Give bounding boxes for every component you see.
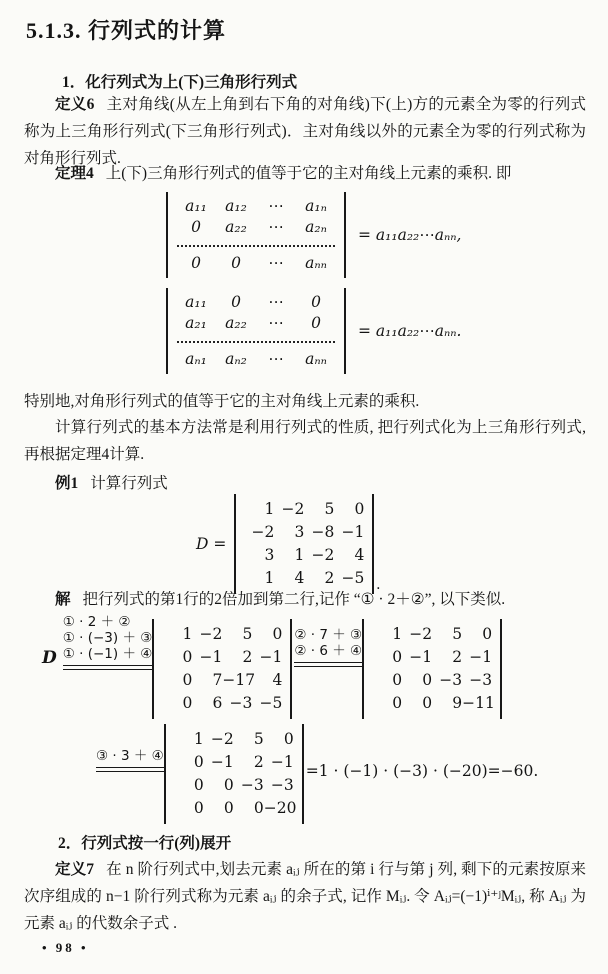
matrix-cell: a₂₂	[225, 314, 247, 332]
matrix-cell: 0	[283, 730, 294, 748]
lower-triangular-formula	[166, 288, 461, 374]
matrix-row	[162, 669, 282, 692]
matrix-row	[372, 669, 492, 692]
step-1-determinant	[152, 619, 292, 719]
solution-paragraph	[24, 586, 586, 613]
matrix-cell: −11	[462, 694, 495, 712]
row-op: ① · (−3) ＋ ③	[62, 630, 153, 646]
matrix-cell: 0	[311, 314, 321, 332]
determinant-body	[166, 192, 346, 278]
matrix-cell: 0	[272, 625, 283, 643]
matrix-cell: −5	[259, 694, 283, 712]
matrix-row	[372, 646, 492, 669]
matrix-cell: −1	[409, 648, 433, 666]
subsection-2-heading: 2．行列式按一行(列)展开	[58, 835, 232, 852]
matrix-row	[174, 797, 297, 820]
matrix-cell: 5	[242, 625, 253, 643]
matrix-cell: 1	[193, 730, 204, 748]
definition-7-label: 定义7	[55, 861, 94, 878]
subsection-1-heading: 1．化行列式为上(下)三角形行列式	[62, 74, 298, 91]
d-variable: D	[42, 648, 57, 668]
matrix-row	[244, 498, 364, 521]
matrix-cell: 1	[264, 569, 275, 587]
determinant-body	[166, 288, 346, 374]
matrix-cell: 0	[231, 293, 241, 311]
step-3-determinant	[164, 724, 304, 824]
matrix-row	[162, 646, 282, 669]
matrix-row	[174, 774, 294, 797]
matrix-cell: 4	[272, 671, 283, 689]
theorem-4-paragraph	[24, 160, 586, 187]
matrix-cell: −5	[341, 569, 365, 587]
matrix-cell: 7	[212, 671, 223, 689]
determinant-body	[234, 494, 374, 594]
derivation-row-1	[42, 614, 502, 719]
matrix-cell: −17	[222, 671, 256, 689]
matrix-cell: −1	[270, 753, 294, 771]
equation-period: .	[376, 576, 381, 593]
matrix-cell: 0	[191, 254, 201, 272]
matrix-cell: −2	[409, 625, 433, 643]
matrix-row	[372, 623, 492, 646]
theorem-4-text: 上(下)三角形行列式的值等于它的主对角线上元素的乘积. 即	[105, 165, 512, 182]
final-result: =1 · (−1) · (−3) · (−20)=−60.	[305, 762, 539, 780]
page-number: • 98 •	[42, 940, 89, 955]
matrix-cell: −1	[199, 648, 223, 666]
example-determinant-equation	[196, 494, 380, 594]
matrix-cell: 0	[392, 671, 403, 689]
matrix-cell: a₁₁	[185, 197, 207, 215]
matrix-row	[372, 692, 495, 715]
matrix-cell: 0	[392, 648, 403, 666]
matrix-row	[174, 751, 294, 774]
method-paragraph: 计算行列式的基本方法常是利用行列式的性质, 把行列式化为上三角形行列式,再根据定理4计算.	[24, 419, 586, 463]
definition-6-label: 定义6	[55, 96, 95, 113]
matrix-cell: 0	[422, 671, 433, 689]
matrix-cell: 0	[182, 671, 193, 689]
matrix-cell: a₂ₙ	[305, 218, 327, 236]
matrix-cell: 0	[354, 500, 365, 518]
matrix-cell: 9	[452, 694, 463, 712]
row-op: ① · (−1) ＋ ④	[62, 646, 153, 662]
matrix-cell: 2	[452, 648, 463, 666]
matrix-cell: ⋯	[268, 314, 284, 332]
lower-triangular-result: = a₁₁a₂₂⋯aₙₙ.	[358, 322, 462, 340]
derivation-row-2	[96, 722, 538, 824]
example-1-title: 计算行列式	[90, 475, 168, 492]
matrix-cell: 0	[193, 799, 204, 817]
dotted-separator	[177, 341, 335, 343]
matrix-row	[244, 544, 364, 567]
determinant-body	[362, 619, 502, 719]
lower-triangular-determinant	[166, 288, 346, 374]
matrix-cell: aₙₙ	[305, 350, 327, 368]
matrix-cell: 0	[182, 648, 193, 666]
matrix-cell: 5	[452, 625, 463, 643]
matrix-cell: a₂₂	[225, 218, 247, 236]
matrix-cell: 4	[354, 546, 365, 564]
row-op: ② · 7 ＋ ③	[294, 627, 363, 643]
matrix-cell: −1	[469, 648, 493, 666]
matrix-cell: 0	[231, 254, 241, 272]
example-determinant	[234, 494, 374, 594]
matrix-row	[162, 692, 282, 715]
row-op: ③ · 3 ＋ ④	[96, 748, 164, 764]
matrix-row	[176, 292, 336, 313]
upper-triangular-determinant	[166, 192, 346, 278]
matrix-cell: 0	[253, 799, 264, 817]
matrix-row	[162, 623, 282, 646]
matrix-cell: −1	[259, 648, 283, 666]
definition-7-text: 在 n 阶行列式中,划去元素 aᵢⱼ 所在的第 i 行与第 j 列, 剩下的元素按原来次序组成的 n−1 阶行列式称为元素 aᵢⱼ 的余子式, 记作 Mᵢⱼ. 令 Aᵢⱼ=(−1)ⁱ⁺ʲMᵢⱼ, 称 Aᵢⱼ 为元素 aᵢⱼ 的代数余子式 .	[24, 861, 586, 932]
page-title: 5.1.3. 行列式的计算	[26, 18, 227, 43]
step-2-determinant	[362, 619, 502, 719]
row-op: ① · 2 ＋ ②	[62, 614, 131, 630]
matrix-cell: −20	[263, 799, 297, 817]
matrix-cell: −2	[210, 730, 234, 748]
row-op-annotations-step-2	[294, 627, 362, 667]
definition-7-paragraph	[24, 856, 586, 937]
matrix-cell: 1	[392, 625, 403, 643]
matrix-cell: −1	[210, 753, 234, 771]
matrix-cell: 0	[392, 694, 403, 712]
row-op: ② · 6 ＋ ④	[294, 643, 363, 659]
matrix-row	[244, 521, 364, 544]
matrix-cell: 0	[223, 799, 234, 817]
matrix-cell: a₁₁	[185, 293, 207, 311]
matrix-cell: 1	[294, 546, 305, 564]
matrix-cell: −3	[270, 776, 294, 794]
matrix-cell: a₁₂	[225, 197, 247, 215]
solution-label: 解	[55, 591, 71, 608]
matrix-cell: −3	[240, 776, 264, 794]
matrix-cell: ⋯	[268, 218, 284, 236]
matrix-row	[176, 217, 336, 238]
matrix-cell: 0	[311, 293, 321, 311]
matrix-cell: aₙ₂	[225, 350, 247, 368]
matrix-row	[176, 196, 336, 217]
matrix-cell: 3	[264, 546, 275, 564]
matrix-cell: 2	[253, 753, 264, 771]
matrix-cell: −3	[229, 694, 253, 712]
matrix-cell: −2	[251, 523, 275, 541]
matrix-cell: aₙₙ	[305, 254, 327, 272]
example-1-label: 例1	[55, 475, 79, 492]
equals-double-rule	[96, 767, 164, 772]
matrix-cell: 4	[294, 569, 305, 587]
matrix-cell: −2	[281, 500, 305, 518]
matrix-cell: 0	[482, 625, 493, 643]
matrix-cell: aₙ₁	[185, 350, 207, 368]
matrix-cell: 0	[193, 753, 204, 771]
matrix-cell: 2	[324, 569, 335, 587]
matrix-cell: 5	[324, 500, 335, 518]
matrix-row	[176, 349, 336, 370]
upper-triangular-formula	[166, 192, 461, 278]
matrix-cell: −2	[311, 546, 335, 564]
matrix-row	[176, 253, 336, 274]
theorem-4-label: 定理4	[55, 165, 94, 182]
matrix-cell: −3	[439, 671, 463, 689]
special-case-paragraph: 特别地,对角形行列式的值等于它的主对角线上元素的乘积.	[24, 393, 420, 410]
matrix-cell: 3	[294, 523, 305, 541]
matrix-cell: 0	[191, 218, 201, 236]
matrix-cell: 0	[223, 776, 234, 794]
matrix-cell: −1	[341, 523, 365, 541]
row-op-annotations-step-1	[63, 614, 153, 670]
matrix-cell: −3	[469, 671, 493, 689]
row-op-annotations-step-3	[96, 748, 164, 772]
matrix-row	[174, 728, 294, 751]
matrix-cell: ⋯	[268, 197, 284, 215]
determinant-body	[152, 619, 292, 719]
matrix-cell: 1	[264, 500, 275, 518]
matrix-cell: a₁ₙ	[305, 197, 327, 215]
determinant-body	[164, 724, 304, 824]
example-1-heading	[24, 470, 586, 497]
d-equals-label: D =	[196, 535, 227, 553]
matrix-cell: ⋯	[268, 293, 284, 311]
matrix-cell: 2	[242, 648, 253, 666]
matrix-cell: 0	[182, 694, 193, 712]
matrix-cell: 0	[193, 776, 204, 794]
matrix-cell: ⋯	[268, 350, 284, 368]
matrix-cell: 6	[212, 694, 223, 712]
matrix-row	[176, 313, 336, 334]
matrix-cell: 0	[422, 694, 433, 712]
matrix-cell: 1	[182, 625, 193, 643]
definition-6-text: 主对角线(从左上角到右下角的对角线)下(上)方的元素全为零的行列式称为上三角形行列式(下三角形行列式)．主对角线以外的元素全为零的行列式称为对角形行列式.	[24, 96, 586, 167]
matrix-cell: −2	[199, 625, 223, 643]
matrix-cell: −8	[311, 523, 335, 541]
dotted-separator	[177, 245, 335, 247]
matrix-cell: a₂₁	[185, 314, 207, 332]
equals-double-rule	[63, 665, 153, 670]
upper-triangular-result: = a₁₁a₂₂⋯aₙₙ,	[358, 226, 462, 244]
matrix-cell: 5	[253, 730, 264, 748]
equals-double-rule	[294, 662, 362, 667]
matrix-cell: ⋯	[268, 254, 284, 272]
solution-text: 把行列式的第1行的2倍加到第二行,记作 “① · 2＋②”, 以下类似.	[82, 591, 506, 608]
